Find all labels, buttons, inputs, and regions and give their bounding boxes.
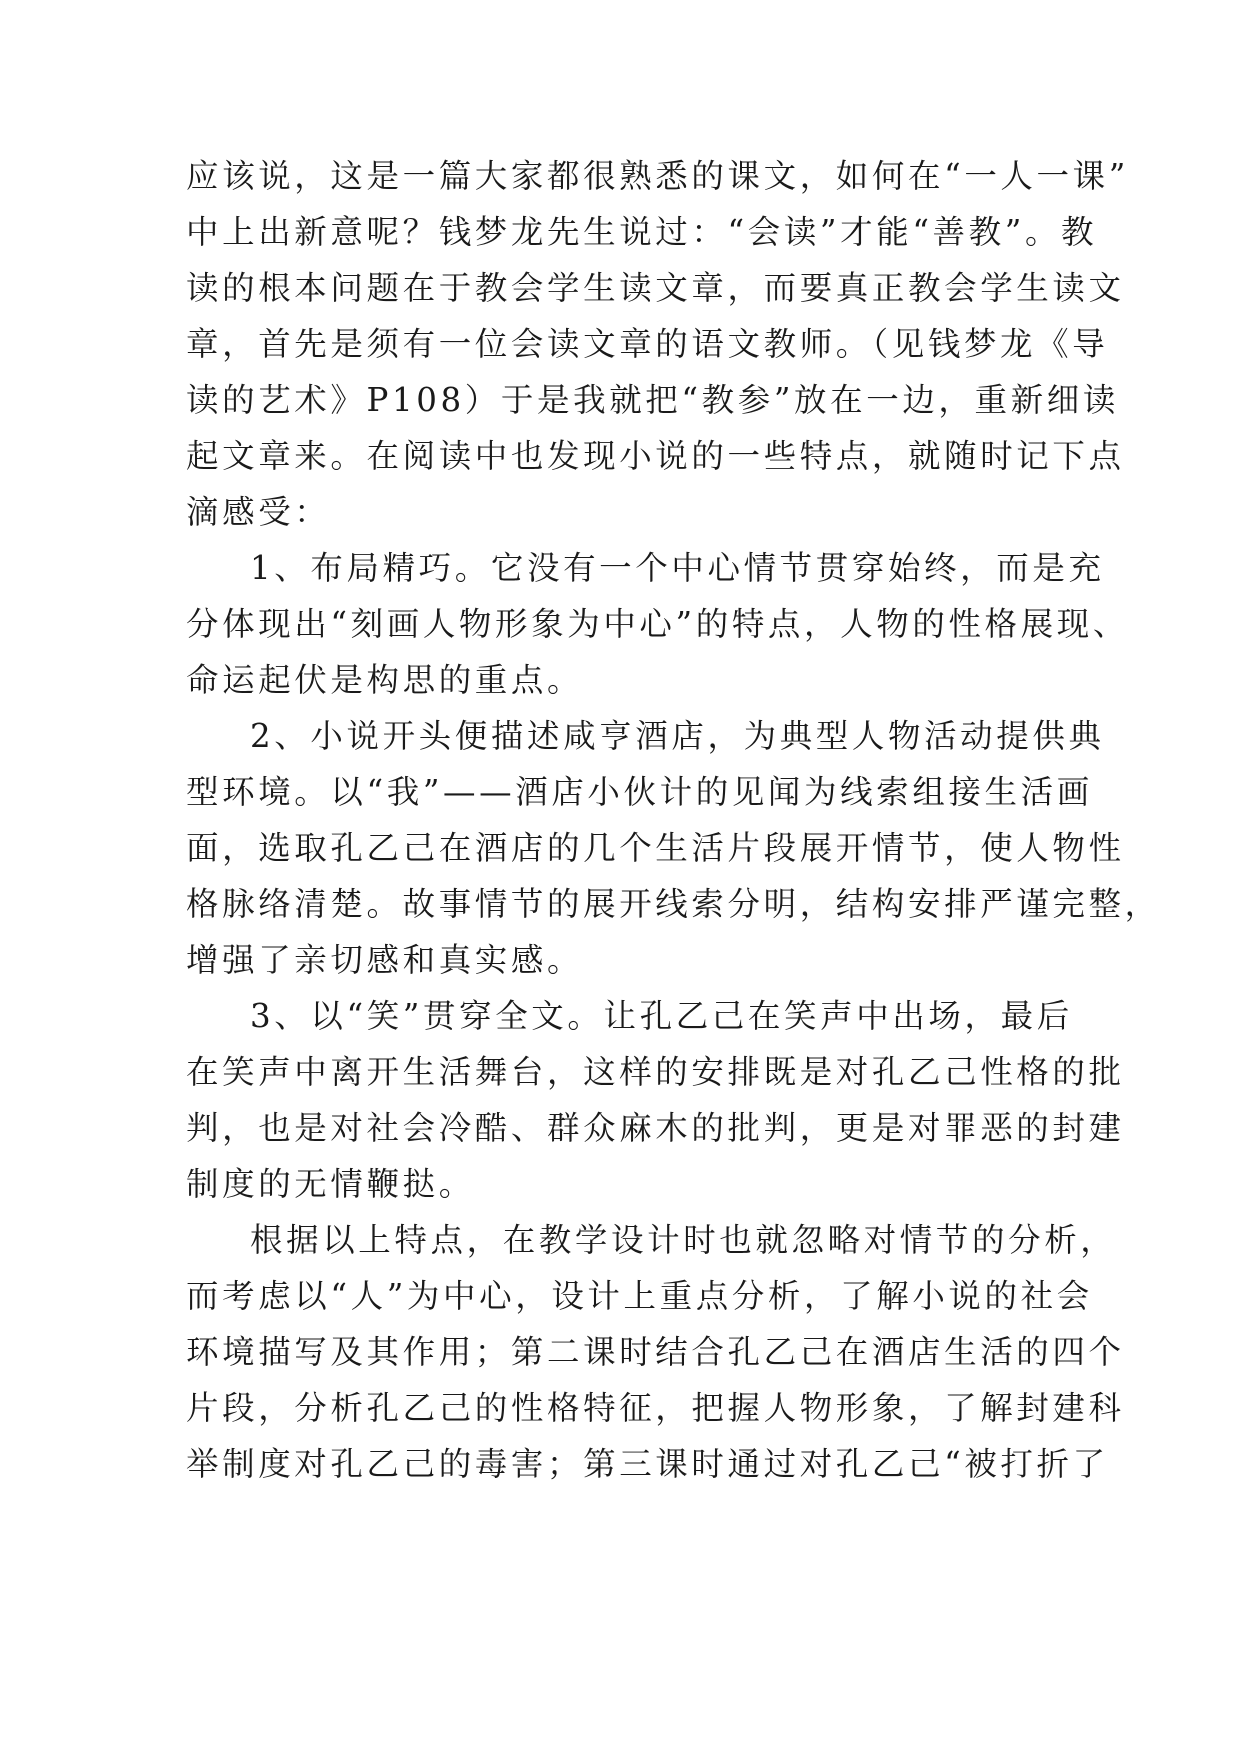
text-line: 中上出新意呢？钱梦龙先生说过：“会读”才能“善教”。教 [186, 213, 1098, 251]
text-line: 应该说，这是一篇大家都很熟悉的课文，如何在“一人一课” [186, 157, 1129, 195]
paragraph-point-1 [186, 540, 1129, 708]
text-line: 格脉络清楚。故事情节的展开线索分明，结构安排严谨完整， [186, 885, 1161, 923]
text-line: 举制度对孔乙己的毒害；第三课时通过对孔乙己“被打折了 [186, 1445, 1109, 1483]
paragraph-point-3 [186, 988, 1125, 1212]
text-line: 在笑声中离开生活舞台，这样的安排既是对孔乙己性格的批 [186, 1053, 1125, 1091]
text-line: 3、以“笑”贯穿全文。让孔乙己在笑声中出场，最后 [250, 997, 1073, 1035]
text-line: 而考虑以“人”为中心，设计上重点分析，了解小说的社会 [186, 1277, 1093, 1315]
text-line: 根据以上特点，在教学设计时也就忽略对情节的分析， [250, 1221, 1117, 1259]
text-line: 面，选取孔乙己在酒店的几个生活片段展开情节，使人物性 [186, 829, 1125, 867]
text-line: 判，也是对社会冷酷、群众麻木的批判，更是对罪恶的封建 [186, 1109, 1125, 1147]
text-line: 起文章来。在阅读中也发现小说的一些特点，就随时记下点 [186, 437, 1125, 475]
paragraph-point-2 [186, 708, 1161, 988]
text-line: 读的艺术》P108）于是我就把“教参”放在一边，重新细读 [186, 381, 1119, 419]
text-line: 2、小说开头便描述咸亨酒店，为典型人物活动提供典 [250, 717, 1105, 755]
text-line: 制度的无情鞭挞。 [186, 1165, 475, 1203]
paragraph-intro [186, 148, 1129, 540]
text-line: 片段，分析孔乙己的性格特征，把握人物形象，了解封建科 [186, 1389, 1125, 1427]
text-line: 读的根本问题在于教会学生读文章，而要真正教会学生读文 [186, 269, 1125, 307]
paragraph-teaching-design [186, 1212, 1125, 1492]
text-line: 环境描写及其作用；第二课时结合孔乙己在酒店生活的四个 [186, 1333, 1125, 1371]
text-line: 滴感受： [186, 493, 331, 531]
text-line: 章，首先是须有一位会读文章的语文教师。（见钱梦龙《导 [186, 325, 1109, 363]
text-line: 增强了亲切感和真实感。 [186, 941, 584, 979]
text-line: 分体现出“刻画人物形象为中心”的特点，人物的性格展现、 [186, 605, 1129, 643]
text-line: 命运起伏是构思的重点。 [186, 661, 584, 699]
document-body [186, 148, 1161, 1492]
text-line: 1、布局精巧。它没有一个中心情节贯穿始终，而是充 [250, 549, 1105, 587]
text-line: 型环境。以“我”——酒店小伙计的见闻为线索组接生活画 [186, 773, 1093, 811]
